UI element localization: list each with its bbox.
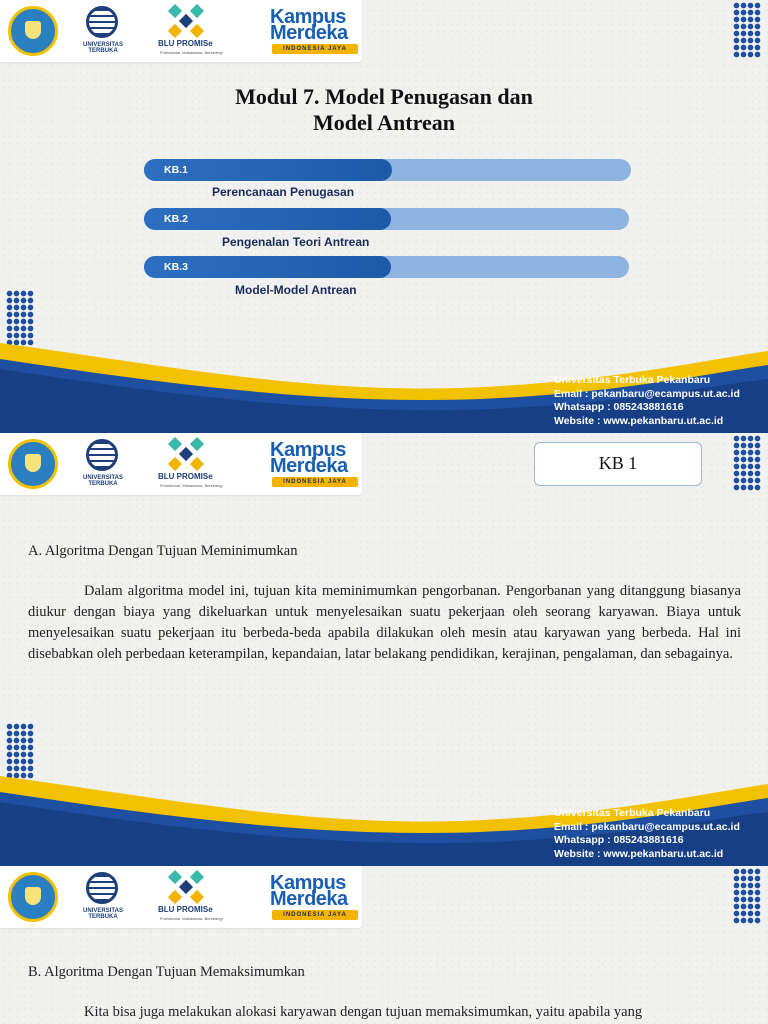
- logo-band: [0, 433, 362, 495]
- ut-globe-logo: [86, 872, 118, 904]
- kampus-merdeka-logo-line1: Kampus: [270, 439, 346, 461]
- kb-bar-1-label: KB.1: [164, 164, 188, 176]
- slide-kb1-continued: [0, 866, 768, 1024]
- contact-website: Website : www.pekanbaru.ut.ac.id: [554, 414, 724, 427]
- kb-bar-2: [144, 208, 629, 230]
- ut-logo-text: UNIVERSITAS TERBUKA: [83, 908, 123, 920]
- contact-whatsapp: Whatsapp : 085243881616: [554, 401, 684, 413]
- dot-grid-decoration: [733, 2, 761, 58]
- ut-seal-logo: [8, 439, 58, 489]
- contact-name: Universitas Terbuka Pekanbaru: [554, 807, 711, 819]
- kb-bar-3-label: KB.3: [164, 261, 188, 273]
- ut-seal-logo: [8, 872, 58, 922]
- ut-logo-text: UNIVERSITAS TERBUKA: [83, 475, 123, 487]
- module-title: [0, 84, 768, 136]
- contact-email: Email : pekanbaru@ecampus.ut.ac.id: [554, 820, 740, 833]
- ut-globe-logo: [86, 439, 118, 471]
- dot-grid-decoration: [6, 723, 34, 779]
- ut-seal-logo: [8, 6, 58, 56]
- dot-grid-decoration: [733, 435, 761, 491]
- kampus-merdeka-logo-line2: Merdeka: [270, 888, 348, 910]
- kampus-merdeka-logo-tagline: INDONESIA JAYA: [272, 910, 358, 920]
- slide-kb1: [0, 433, 768, 866]
- kb-section-box: KB 1: [534, 442, 702, 486]
- blu-logo-text: BLU PROMISe: [158, 39, 213, 48]
- kampus-merdeka-logo-tagline: INDONESIA JAYA: [272, 44, 358, 54]
- dot-grid-decoration: [6, 290, 34, 346]
- blu-promise-logo: [166, 4, 206, 38]
- kampus-merdeka-logo-line1: Kampus: [270, 6, 346, 28]
- blu-promise-logo: [166, 870, 206, 904]
- contact-name: Universitas Terbuka Pekanbaru: [554, 374, 711, 386]
- ut-globe-logo: [86, 6, 118, 38]
- slide-title: [0, 0, 768, 433]
- blu-logo-tagline: Profesional, Mahasiswa, Bersinergi: [160, 483, 223, 488]
- kampus-merdeka-logo-line2: Merdeka: [270, 455, 348, 477]
- section-heading-b: B. Algoritma Dengan Tujuan Memaksimumkan: [28, 964, 305, 980]
- contact-info: [554, 807, 762, 861]
- blu-logo-tagline: Profesional, Mahasiswa, Bersinergi: [160, 916, 223, 921]
- kampus-merdeka-logo-tagline: INDONESIA JAYA: [272, 477, 358, 487]
- section-heading-a: A. Algoritma Dengan Tujuan Meminimumkan: [28, 543, 298, 559]
- dot-grid-decoration: [733, 868, 761, 924]
- kampus-merdeka-logo-line2: Merdeka: [270, 22, 348, 44]
- contact-website: Website : www.pekanbaru.ut.ac.id: [554, 847, 724, 860]
- contact-info: [554, 374, 762, 428]
- kb-bar-1: [144, 159, 631, 181]
- module-title-line1: Modul 7. Model Penugasan dan: [235, 84, 533, 109]
- kb-3-subtitle: Model-Model Antrean: [235, 283, 357, 297]
- blu-logo-tagline: Profesional, Mahasiswa, Bersinergi: [160, 50, 223, 55]
- kb-2-subtitle: Pengenalan Teori Antrean: [222, 235, 370, 249]
- logo-band: [0, 866, 362, 928]
- kb-bar-3: [144, 256, 629, 278]
- section-paragraph-b: Kita bisa juga melakukan alokasi karyawan dengan tujuan memaksimumkan, yaitu apabila yang: [84, 1004, 643, 1020]
- module-title-line2: Model Antrean: [313, 110, 455, 135]
- kb-1-subtitle: Perencanaan Penugasan: [212, 185, 355, 199]
- kb-bar-2-label: KB.2: [164, 213, 188, 225]
- logo-band: [0, 0, 362, 62]
- section-paragraph-a: Dalam algoritma model ini, tujuan kita meminimumkan pengorbanan. Pengorbanan yang ditanggung biasanya diukur dengan biaya yang dikeluarkan untuk menyelesaikan suatu pekerjaan oleh seorang karyawan. Biaya untuk menyelesaikan suatu pekerjaan itu berbeda-beda apabila dilakukan oleh mesin atau karyawan yang berbeda. Hal ini disebabkan oleh perbedaan keterampilan, kepandaian, latar belakang pendidikan, kerajinan, pengalaman, dan sebagainya.: [28, 583, 741, 662]
- blu-logo-text: BLU PROMISe: [158, 905, 213, 914]
- blu-promise-logo: [166, 437, 206, 471]
- ut-logo-text: UNIVERSITAS TERBUKA: [83, 42, 123, 54]
- contact-email: Email : pekanbaru@ecampus.ut.ac.id: [554, 387, 740, 400]
- kampus-merdeka-logo-line1: Kampus: [270, 872, 346, 894]
- blu-logo-text: BLU PROMISe: [158, 472, 213, 481]
- contact-whatsapp: Whatsapp : 085243881616: [554, 834, 684, 846]
